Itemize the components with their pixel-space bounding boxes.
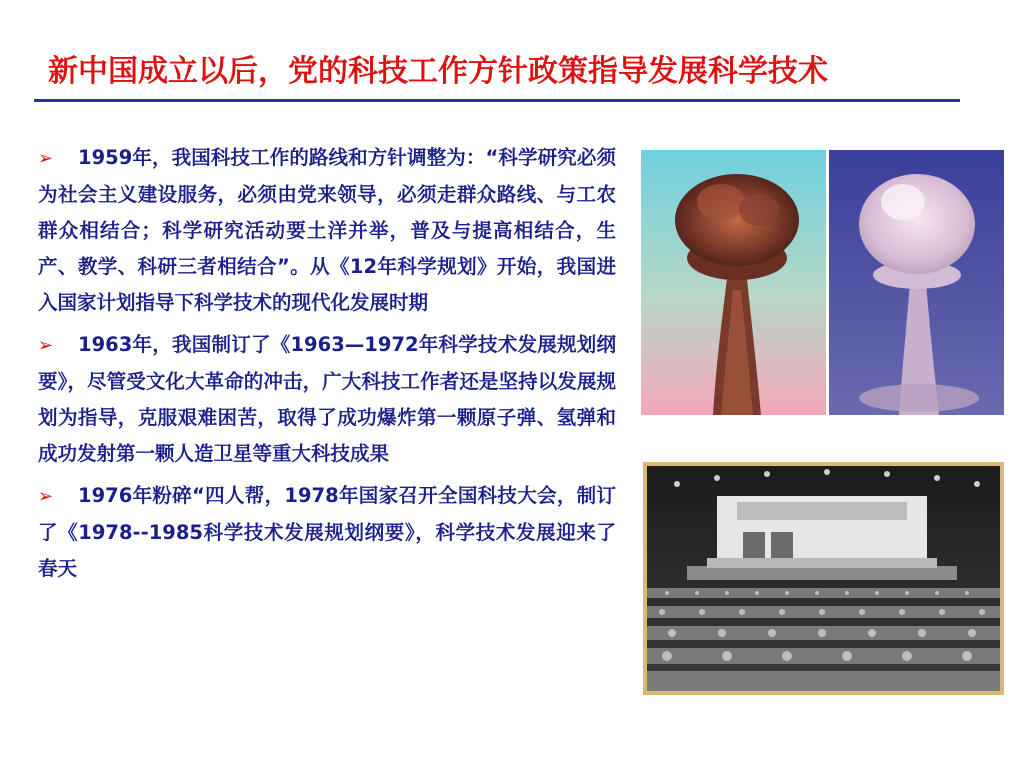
bullet-item-1963 (38, 327, 616, 472)
bullet-list (38, 140, 616, 593)
national-science-conference-photo (643, 462, 1004, 695)
mushroom-clouds-illustration (641, 150, 1004, 415)
slide-title: 新中国成立以后，党的科技工作方针政策指导发展科学技术 (48, 54, 828, 89)
arrow-bullet-icon: ➢ (38, 335, 54, 356)
arrow-bullet-icon: ➢ (38, 148, 54, 169)
title-divider (34, 99, 960, 102)
bullet-item-1959 (38, 140, 616, 321)
bullet-text: 1976年粉碎“四人帮，1978年国家召开全国科技大会，制订了《1978--1985科学技术发展规划纲要》，科学技术发展迎来了春天 (38, 484, 616, 580)
bullet-text: 1959年，我国科技工作的路线和方针调整为：“科学研究必须为社会主义建设服务，必须由党来领导，必须走群众路线、与工农群众相结合；科学研究活动要土洋并举，普及与提高相结合，生产、教学、科研三者相结合”。从《12年科学规划》开始，我国进入国家计划指导下科学技术的现代化发展时期 (38, 146, 616, 314)
mushroom-clouds-photo (641, 150, 1004, 415)
conference-hall-illustration (647, 466, 1000, 691)
arrow-bullet-icon: ➢ (38, 486, 54, 507)
bullet-text: 1963年，我国制订了《1963—1972年科学技术发展规划纲要》，尽管受文化大革命的冲击，广大科技工作者还是坚持以发展规划为指导，克服艰难困苦，取得了成功爆炸第一颗原子弹、氢弹和成功发射第一颗人造卫星等重大科技成果 (38, 333, 616, 465)
bullet-item-1978 (38, 478, 616, 587)
